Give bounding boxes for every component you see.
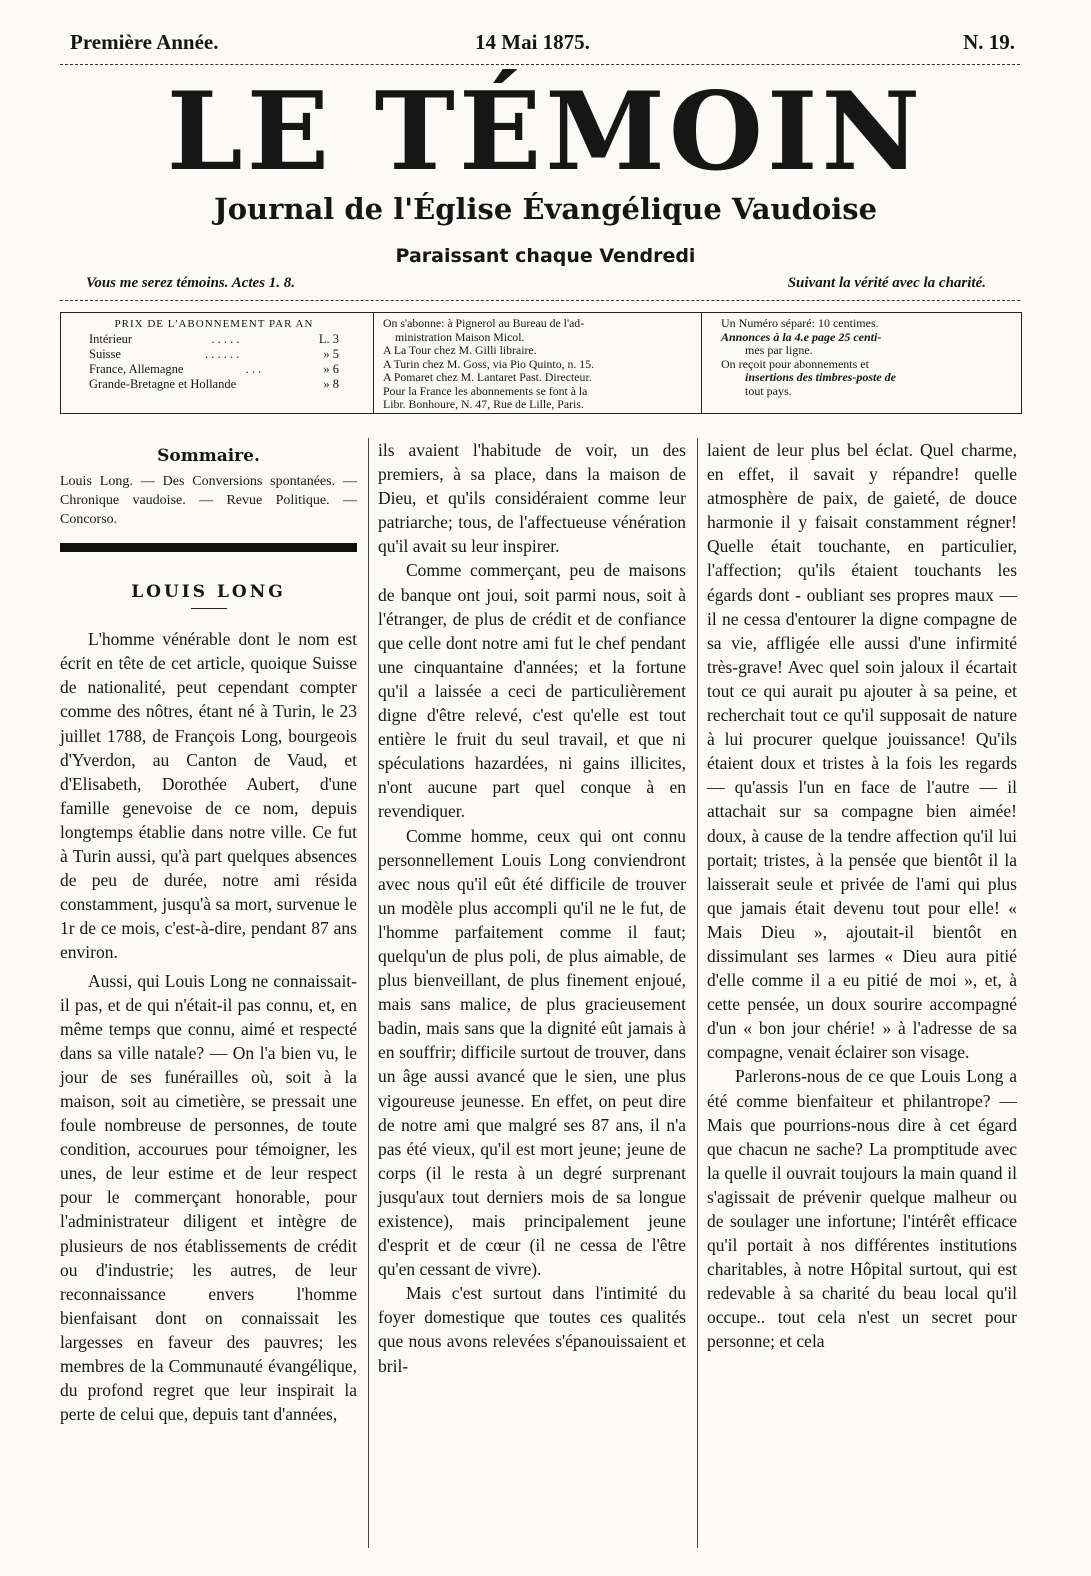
sommaire-text: Louis Long. — Des Conversions spontanées. — Chronique vaudoise. — Revue Politique. — Concorso. [60, 474, 357, 528]
price-row: Suisse . . . . . . » 5 [89, 347, 339, 361]
sommaire-title: Sommaire. [157, 446, 260, 466]
price-row: Intérieur . . . . . L. 3 [89, 332, 339, 346]
column-3 [707, 438, 1017, 1354]
subscription-box [60, 312, 1022, 414]
newspaper-subtitle: Journal de l'Église Évangélique Vaudoise [213, 192, 878, 226]
column-2 [378, 438, 686, 1378]
issue-number: N. 19. [963, 30, 1015, 54]
paragraph: Aussi, qui Louis Long ne connaissait-il pas, et de qui n'était-il pas connu, et, en même temps que connu, aimé et respecté dans sa ville natale? — On l'a bien vu, le jour de ses funérailles où, soit à la maison, soit au cimetière, se pressait une foule nombreuse de personnes, de toute condition, accourues pour témoigner, les unes, de leur estime et de leur respect pour le commerçant honorable, pour l'administrateur diligent et intègre de plusieurs de nos établissements de crédit ou d'industrie; les autres, de leur reconnaissance envers l'homme bienfaisant dont on connaissait les largesses en faveur des pauvres; les membres de la Communauté évangélique, du profond regret que leur inspirait la perte de celui que, depuis tant d'années, [60, 970, 357, 1425]
column-rule [697, 438, 698, 1548]
issue-date: 14 Mai 1875. [475, 30, 590, 54]
price-heading: PRIX DE L'ABONNEMENT PAR AN [114, 318, 314, 330]
price-list [89, 317, 339, 392]
box-divider [373, 313, 374, 413]
column-1 [60, 438, 357, 1426]
column-rule [368, 438, 369, 1548]
motto-left: Vous me serez témoins. Actes 1. 8. [86, 275, 296, 291]
subscription-notes: Un Numéro séparé: 10 centimes. Annonces à la 4.e page 25 centi- mes par ligne. On reçoit pour abonnements et insertions des timbres-poste de tout pays. [721, 316, 897, 398]
paragraph: Comme commerçant, peu de maisons de banque ont joui, soit parmi nous, soit à l'étranger, de plus de crédit et de confiance que celle dont notre ami fut le chef pendant une cinquantaine d'années; et la fortune qu'il a laissée a ceci de particulièrement digne d'être relevé, c'est qu'elle est tout entière le fruit du seul travail, et que ni spéculations hazardées, ni gains illicites, n'ont aucune part quel conque à en revendiquer. [378, 560, 686, 822]
article-title: LOUIS LONG [131, 582, 286, 603]
paragraph: ils avaient l'habitude de voir, un des premiers, à sa place, dans la maison de Dieu, et qu'ils considéraient comme leur patriarche; tous, de l'affectueuse vénération qu'il avait su leur inspirer. [378, 440, 686, 557]
masthead-topline [70, 30, 1015, 58]
publication-frequency: Paraissant chaque Vendredi [395, 245, 696, 267]
price-row: France, Allemagne . . . » 6 [89, 362, 339, 376]
newspaper-title: LE TÉMOIN [166, 69, 925, 195]
box-divider [701, 313, 702, 413]
subscription-offices: On s'abonne: à Pignerol au Bureau de l'ad- ministration Maison Micol. A La Tour chez M. Gilli libraire. A Turin chez M. Goss, via Pio Quinto, n. 15. A Pomaret chez M. Lantaret Past. Directeur. Pour la France les abonnements se font à la Libr. Bonhoure, N. 47, Rue de Lille, Paris. [383, 316, 595, 411]
paragraph: L'homme vénérable dont le nom est écrit en tête de cet article, quoique Suisse de nationalité, peut cependant compter comme des nôtres, étant né à Turin, le 23 juillet 1788, de François Long, bourgeois d'Yverdon, au Canton de Vaud, et d'Elisabeth, Dorothée Aubert, d'une famille genevoise de ce nom, depuis longtemps établie dans notre ville. Ce fut à Turin aussi, qu'à part quelques absences de peu de durée, notre ami résida constamment, jusqu'à sa mort, survenue le 1r de ce mois, c'est-à-dire, pendant 87 ans environ. [60, 629, 357, 963]
masthead-rule [60, 300, 1020, 301]
price-row: Grande-Bretagne et Hollande » 8 [89, 377, 339, 391]
section-divider [60, 543, 357, 552]
paragraph: Comme homme, ceux qui ont connu personnellement Louis Long conviendront avec nous qu'il eût été difficile de trouver un modèle plus accompli qu'il ne le fut, de l'homme parfaitement comme il faut; quelqu'un de plus poli, de plus aimable, de plus bienveillant, de plus finement enjoué, mais sans malice, de plus gracieusement badin, mais sans que la dignité eût jamais à en souffrir; difficile surtout de trouver, dans un âge aussi avancé que le sien, une plus vigoureuse jeunesse. En effet, on peut dire de notre ami que malgré ses 87 ans, il n'a pas été vieux, qu'il est mort jeune; jeune de corps (il le resta à un degré surprenant jusqu'aux tout derniers mois de sa longue existence), mais principalement jeune d'esprit et de cœur (il ne cessa de l'être qu'en cessant de vivre). [378, 825, 686, 1280]
paragraph: Parlerons-nous de ce que Louis Long a été comme bienfaiteur et philantrope? — Mais que pourrions-nous dire à cet égard que chacun ne sache? La promptitude avec la quelle il ouvrait toujours la main quand il s'agissait de prévenir quelque malheur ou de soulager une infortune; l'intérêt efficace qu'il portait à nos différentes institutions charitables, à notre Hôpital surtout, qui est redevable à sa charité du beau local qu'il occupe.. tout cela n'est un secret pour personne; et cela [707, 1066, 1017, 1352]
paragraph: Mais c'est surtout dans l'intimité du foyer domestique que toutes ces qualités que nous avons relevées s'épanouissaient et bril- [378, 1283, 686, 1376]
paragraph: laient de leur plus bel éclat. Quel charme, en effet, il savait y répandre! quelle atmosphère de paix, de gaieté, de douce harmonie il y faisait constamment régner! Quelle était touchante, en particulier, l'affection; qu'ils étaient touchants les égards dont - oubliant ses propres maux — il ne cessa d'entourer la digne compagne de sa vie, affligée elle aussi d'une infirmité très-grave! Avec quel soin jaloux il écartait tout ce qui aurait pu ajouter à sa peine, et recherchait tout ce qu'il supposait de nature à lui procurer quelque jouissance! Qu'ils étaient doux et tristes à la fois les regards — qu'assis l'un en face de l'autre — il attachait sur sa compagne bien aimée! doux, à cause de la tendre affection qu'il lui portait; tristes, à la pensée que bientôt il la laisserait seule et privée de l'ami qui plus que jamais était devenu tout pour elle! « Mais Dieu », ajoutait-il bientôt en dissimulant ses larmes « Dieu aura pitié d'elle comme il a eu pitié de moi », et, à cette pensée, un doux sourire accompagné d'un « bon jour chérie! » à l'adresse de sa compagne, venait éclairer son visage. [707, 440, 1017, 1063]
top-rule [60, 64, 1020, 65]
year-label: Première Année. [70, 30, 219, 54]
motto-right: Suivant la vérité avec la charité. [787, 275, 986, 291]
title-dash [191, 608, 227, 609]
